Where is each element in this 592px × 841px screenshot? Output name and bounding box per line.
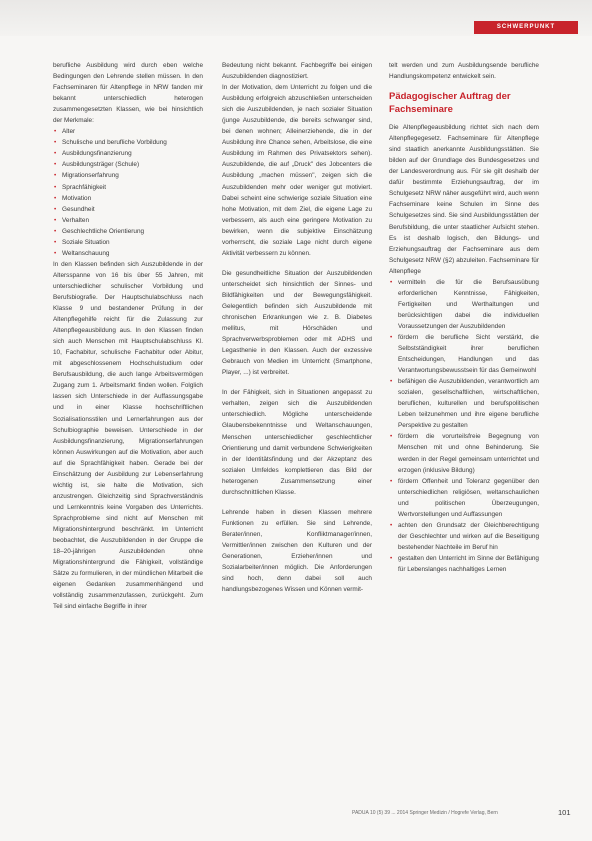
list-item: • fördern Offenheit und Toleranz gegenüber den unterschiedlichen religiösen, weltanschaulichen und politischen Überzeugungen, Wertvorstellungen und Auffassungen xyxy=(389,476,539,520)
col2-paragraph-2: In der Motivation, dem Unterricht zu folgen und die Ausbildung erfolgreich abzuschließen unterscheiden sich die Auszubildenden, je nach sozialer Situation (junge Auszubildende, die bereits schwanger sind, bei denen wohnen; Alleinerziehende, die in der Ausbildung ihre Chance sehen, Arbeitslose, die eine Ausbildung im Rahmen des Privatsektors sehen). Auszubildende, die auf „Druck" des Jobcenters die Ausbildung „machen müssen", zeigen sich die Auszubildenden mehr oder weniger gut motiviert. Dabei scheint eine schwierige soziale Situation eine hohe Motivation, mit dem Ziel, die eigene Lage zu verbessern, als auch eine geringere Motivation zu bewirken, wenn die subjektive Einschätzung vorherrscht, die soziale Lage nicht durch eigene Aktivität verbessern zu können. xyxy=(222,84,372,257)
journal-footer: PADUA 10 (5) 39 ... 2014 Springer Medizin / Hogrefe Verlag, Bern xyxy=(352,810,498,816)
col3-paragraph-1: telt werden und zum Ausbildungsende berufliche Handlungskompetenz entwickelt sein. xyxy=(389,62,539,81)
list-item: • Ausbildungsfinanzierung xyxy=(53,148,203,159)
list-item: • vermitteln die für die Berufsausübung erforderlichen Kenntnisse, Fähigkeiten, Fertigkeiten und Werthaltungen und berücksichtigen dabei die individuellen Voraussetzungen der Auszubildenden xyxy=(389,277,539,332)
list-item: • Motivation xyxy=(53,193,203,204)
list-item: • Schulische und berufliche Vorbildung xyxy=(53,137,203,148)
col1-intro-paragraph: berufliche Ausbildung wird durch eben welche Bedingungen den Lehrende stellen müssen. In den Fachseminaren für Altenpflege in NRW fanden mir bekannt unterschiedlich heterogen zusammengesetzten Klassen, wie bei hinsichtlich der Merkmale: xyxy=(53,62,203,125)
list-item: • Ausbildungsträger (Schule) xyxy=(53,159,203,170)
list-item: • Migrationserfahrung xyxy=(53,170,203,181)
list-item: • Gesundheit xyxy=(53,204,203,215)
list-item: • fördern die vorurteilsfreie Begegnung von Menschen mit und ohne Behinderung. Sie werden in der Regel gemeinsam unterrichtet und erzogen (inklusive Bildung) xyxy=(389,431,539,475)
col2-paragraph-4: In der Fähigkeit, sich in Situationen angepasst zu verhalten, zeigen sich die Auszubildenden unterschiedlich. Mögliche unterscheidende Glaubensbekenntnisse und Weltanschauungen, Menschen unterschiedlicher geschlechtlicher Orientierung und damit verbundene Schwierigkeiten in der Identitätsfindung und der Akzeptanz des sozialen Umfeldes komplettieren das Bild der heterogenen Zusammensetzung einer durchschnittlichen Klasse. xyxy=(222,389,372,496)
col1-body-paragraph: In den Klassen befinden sich Auszubildende in der Altersspanne von 16 bis über 55 Jahren, mit unterschiedlicher schulischer Vorbildung und Berufsbiografie. Der Hauptschulabschluss nach Klasse 9 und bestandener Prüfung in der Altenpflegehilfe reicht für die Zulassung zur Altenpflegeausbildung aus. In den Klassen finden sich auch Menschen mit Hauptschulabschluss Kl. 10, Fachabitur, schulische Fachabitur oder Abitur, mit abgeschlossenem Hochschulstudium oder Berufsausbildung, die auch lange Arbeitsvermögen Zugang zum 1. Arbeitsmarkt finden wollen. Folglich lassen sich Unterschiede in der Auffassungsgabe und in einer Klasse hochschriftlichen Sozialisationsstilen und Lernerfahrungen aus der Schulbiographie beweisen. Unterschiede in der Ausbildungsfinanzierung, Migrationserfahrungen können Auswirkungen auf die Motivation, aber auch auf die Sprachfähigkeit haben. Gerade bei der Einschätzung der Ausbildung zur Lebenserfahrung wichtig ist, sie halte die Motivation, sich anzustrengen. Gleichzeitig sind Sprachverständnis und Lernkenntnis keine Vorgaben des Unterrichts. Sprachprobleme sind nicht auf Menschen mit Migrationshintergrund beschränkt. Im Unterricht beobachtet, die Auszubildenden in der Gruppe die 18–20-jährigen Auszubildenden ohne Migrationshintergrund die Fähigkeit, vollständige Sätze zu formulieren, in der mündlichen Mitarbeit die eigenen Gedanken zusammenhängend und vollständig zusammenzufassen, zurückgeht. Zum Teil sind einfache Begriffe in ihrer xyxy=(53,260,203,611)
column-2 xyxy=(222,60,372,595)
heterogeneity-list xyxy=(53,126,203,259)
list-item: • Weltanschauung xyxy=(53,248,203,259)
list-item: • Sprachfähigkeit xyxy=(53,182,203,193)
list-item: • Geschlechtliche Orientierung xyxy=(53,226,203,237)
column-1 xyxy=(53,60,203,612)
column-3 xyxy=(389,60,539,575)
list-item: • achten den Grundsatz der Gleichberechtigung der Geschlechter und wirken auf die Beseitigung bestehender Nachteile im Beruf hin xyxy=(389,520,539,553)
col2-paragraph-1: Bedeutung nicht bekannt. Fachbegriffe bei einigen Auszubildenden diagnostiziert. xyxy=(222,62,372,81)
section-tag: SCHWERPUNKT xyxy=(474,21,578,34)
list-item: • Alter xyxy=(53,126,203,137)
section-heading: Pädagogischer Auftrag der Fachseminare xyxy=(389,91,511,116)
col2-paragraph-3: Die gesundheitliche Situation der Auszubildenden unterscheidet sich hinsichtlich der Sinnes- und Bildfähigkeiten und der Bewegungsfähigkeit. Gelegentlich befinden sich Auszubildende mit chronischen Erkrankungen wie z. B. Diabetes mellitus, mit Hörschäden und Sprachverwerbsproblemen oder mit ADHS und Legasthenie in den Klassen. Auch der exzessive Gebrauch von Medien im Unterricht (Smartphone, Player, ...) ist verbreitet. xyxy=(222,269,372,377)
list-item: • Soziale Situation xyxy=(53,237,203,248)
list-item: • befähigen die Auszubildenden, verantwortlich am sozialen, gesellschaftlichen, wirtschaftlichen, beruflichen, kulturellen und berufspolitischen Leben teilzunehmen und ihre eigene berufliche Perspektive zu gestalten xyxy=(389,376,539,431)
col3-paragraph-2: Die Altenpflegeausbildung richtet sich nach dem Altenpflegegesetz. Fachseminare für Altenpflege sind staatlich anerkannte Ausbildungsstätten. Sie bilden auf der Grundlage des Bundesgesetzes und der Landesverordnung aus. Für sie gilt deshalb der dafür bestimmte Erziehungsauftrag, der im Schulgesetz NRW näher ausgeführt wird, auch wenn Fachseminare keine Schulen im Sinne des Schulgesetzes sind. Sie sind Ausbildungsstätten der Berufsbildung, die unter staatlicher Aufsicht stehen. Es ist deshalb logisch, den Bildungs- und Erziehungsauftrag der Fachseminare aus dem Schulgesetz NRW (§2) abzuleiten. Fachseminare für Altenpflege xyxy=(389,124,539,275)
list-item: • gestalten den Unterricht im Sinne der Befähigung für Lebenslanges nachhaltiges Lernen xyxy=(389,553,539,575)
list-item: • Verhalten xyxy=(53,215,203,226)
page-number: 101 xyxy=(558,808,571,817)
list-item: • fördern die berufliche Sicht verstärkt, die Selbstständigkeit ihrer beruflichen Entscheidungen, Handlungen und das Verantwortungsbewusstsein für das Gemeinwohl xyxy=(389,332,539,376)
mandate-list xyxy=(389,277,539,575)
col2-paragraph-5: Lehrende haben in diesen Klassen mehrere Funktionen zu erfüllen. Sie sind Lehrende, Berater/innen, Konfliktmanager/innen, Vermittler/innen zwischen den Kulturen und der Generationen, Erzieher/innen und Sozialarbeiter/innen möglich. Die Anforderungen sind hoch, denn dabei soll auch handlungsbezogenes Wissen und Können vermit- xyxy=(222,508,372,594)
